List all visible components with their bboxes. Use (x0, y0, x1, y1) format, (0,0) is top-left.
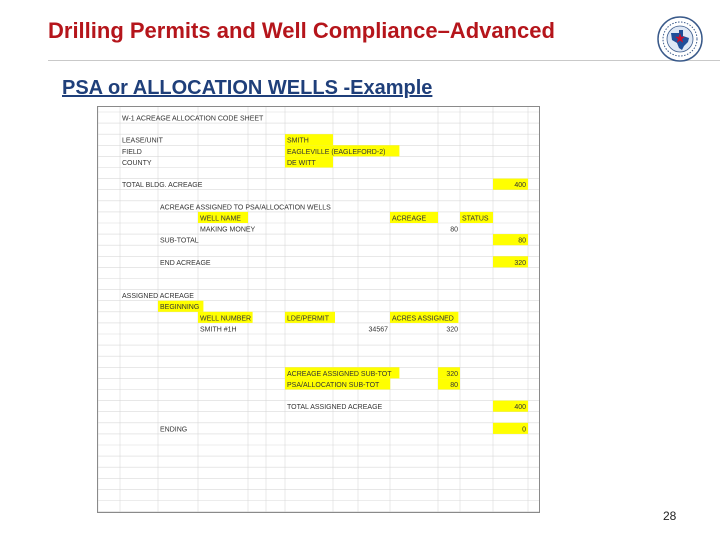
cell-text: PSA/ALLOCATION SUB-TOT (287, 381, 380, 389)
cell-text: BEGINNING (160, 304, 200, 312)
cell-text: 320 (446, 326, 458, 334)
cell-text: MAKING MONEY (200, 226, 256, 234)
sheet-cell-33 (160, 426, 187, 433)
cell-text: SMITH #1H (200, 326, 237, 334)
cell-text: FIELD (122, 148, 142, 156)
cell-text: LDE/PERMIT (287, 315, 330, 323)
cell-text: SMITH (287, 137, 309, 145)
sheet-cell-15 (160, 238, 199, 245)
sheet-cell-16 (493, 234, 528, 245)
cell-text: 34567 (368, 326, 388, 334)
sheet-cell-23 (390, 312, 458, 323)
cell-text: 0 (522, 426, 526, 434)
cell-text: TOTAL ASSIGNED ACREAGE (287, 404, 383, 412)
sheet-cell-31 (287, 404, 383, 411)
sheet-cell-28 (438, 367, 460, 378)
sheet-cell-5 (122, 160, 152, 167)
sheet-cell-13 (200, 227, 256, 234)
sheet-cell-6 (285, 156, 333, 167)
sheet-cell-27 (285, 367, 399, 378)
sheet-cell-30 (438, 378, 460, 389)
sheet-cell-4 (285, 145, 399, 156)
cell-text: 400 (514, 182, 526, 190)
cell-text: ASSIGNED ACREAGE (122, 293, 194, 301)
sheet-cell-25 (369, 326, 389, 333)
cell-text: 320 (446, 370, 458, 378)
sheet-cell-21 (198, 312, 253, 323)
slide-title: Drilling Permits and Well Compliance–Advanced (48, 18, 555, 43)
sheet-cell-17 (160, 260, 211, 267)
cell-text: SUB-TOTAL (160, 237, 199, 245)
sheet-cell-29 (285, 378, 390, 389)
sheet-cell-11 (390, 212, 438, 223)
cell-text: WELL NAME (200, 215, 241, 223)
sheet-cell-32 (493, 401, 528, 412)
cell-text: ACRES ASSIGNED (392, 315, 454, 323)
cell-text: LEASE/UNIT (122, 137, 163, 145)
sheet-cell-2 (285, 134, 333, 145)
cell-text: WELL NUMBER (200, 315, 252, 323)
cell-text: STATUS (462, 215, 489, 223)
cell-text: 320 (514, 259, 526, 267)
cell-text: TOTAL BLDG. ACREAGE (122, 182, 203, 190)
sheet-cell-18 (493, 256, 528, 267)
texas-railroad-commission-seal-icon (657, 16, 703, 62)
sheet-cell-8 (493, 179, 528, 190)
cell-text: ACREAGE ASSIGNED SUB-TOT (287, 370, 392, 378)
spreadsheet-grid (98, 107, 539, 512)
cell-text: EAGLEVILLE (EAGLEFORD-2) (287, 148, 386, 156)
cell-text: DE WITT (287, 159, 316, 167)
sheet-cell-19 (122, 293, 194, 300)
cell-text: ENDING (160, 426, 188, 434)
sheet-cell-7 (122, 182, 203, 189)
slide-subtitle: PSA or ALLOCATION WELLS -Example (62, 77, 433, 99)
cell-text: 400 (514, 404, 526, 412)
cell-text: END ACREAGE (160, 259, 211, 267)
cell-text: ACREAGE ASSIGNED TO PSA/ALLOCATION WELLS (160, 204, 331, 212)
page-number: 28 (663, 509, 677, 523)
sheet-cell-26 (446, 326, 458, 333)
sheet-cell-1 (122, 138, 164, 145)
sheet-cell-24 (200, 326, 237, 333)
sheet-cell-12 (460, 212, 493, 223)
sheet-cell-34 (493, 423, 528, 434)
sheet-cell-3 (122, 149, 142, 156)
cell-text: W-1 ACREAGE ALLOCATION CODE SHEET (122, 115, 264, 123)
title-underline-rule (48, 60, 720, 61)
spreadsheet-screenshot (97, 106, 540, 513)
sheet-cell-9 (160, 204, 331, 211)
cell-text: ACREAGE (392, 215, 427, 223)
sheet-cell-22 (285, 312, 335, 323)
sheet-cell-10 (198, 212, 248, 223)
sheet-cell-20 (158, 301, 203, 312)
cell-text: 80 (518, 237, 526, 245)
cell-text: COUNTY (122, 159, 152, 167)
sheet-cell-0 (122, 116, 264, 123)
cell-text: 80 (450, 226, 458, 234)
sheet-cell-14 (450, 227, 458, 234)
cell-text: 80 (450, 381, 458, 389)
